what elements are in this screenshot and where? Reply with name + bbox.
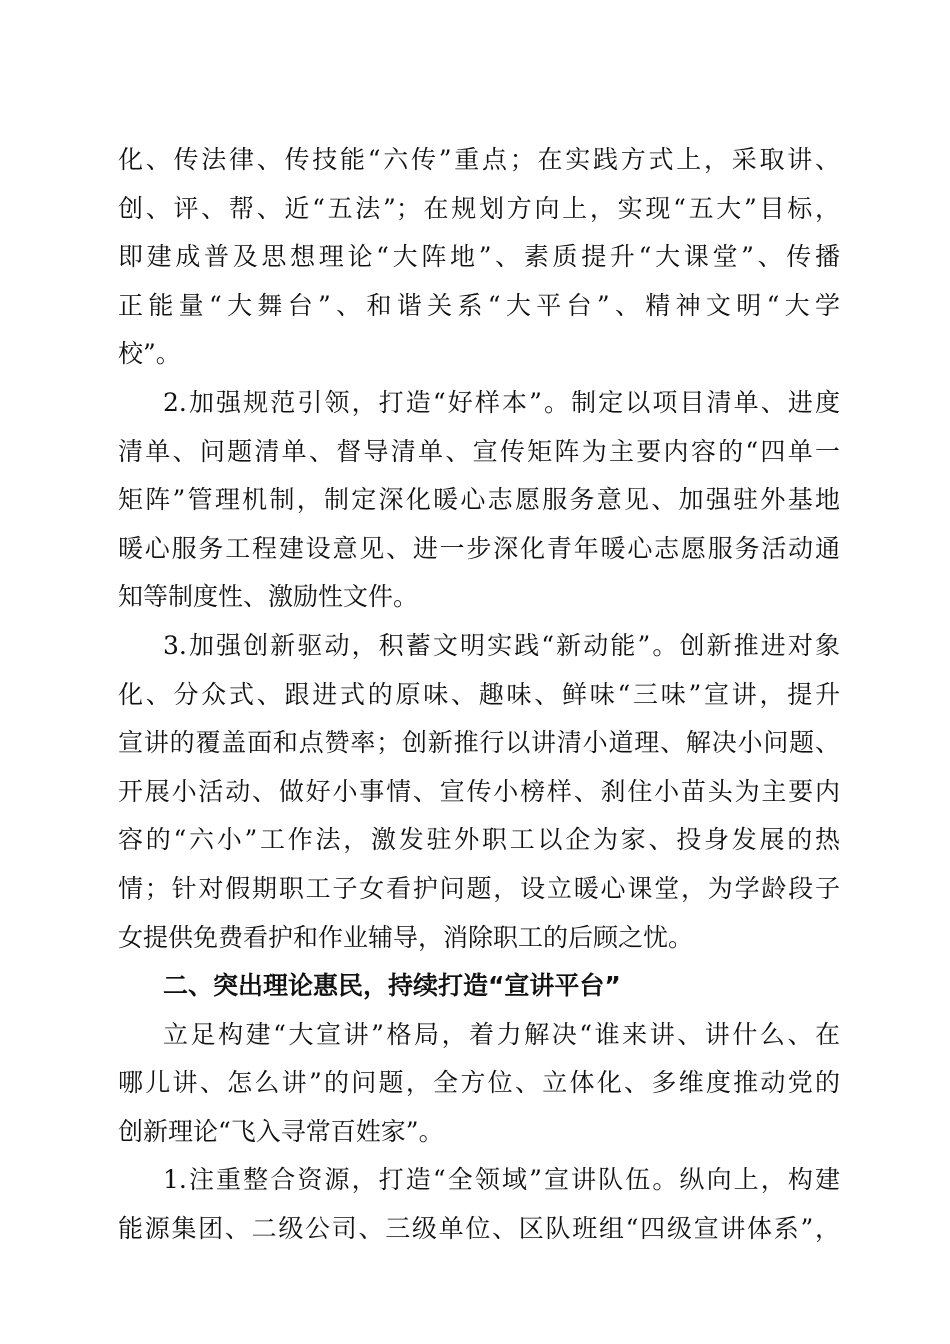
text-line: 知等制度性、激励性文件。 bbox=[118, 582, 419, 612]
text-line: 情；针对假期职工子女看护问题，设立暖心课堂，为学龄段子 bbox=[118, 873, 840, 903]
text-line: 女提供免费看护和作业辅导，消除职工的后顾之忧。 bbox=[118, 922, 694, 952]
text-line: 矩阵”管理机制，制定深化暖心志愿服务意见、加强驻外基地 bbox=[118, 485, 840, 515]
text-line: 清单、问题清单、督导清单、宣传矩阵为主要内容的“四单一 bbox=[118, 436, 840, 466]
section-heading: 二、突出理论惠民，持续打造“宣讲平台” bbox=[163, 971, 621, 1001]
document-body bbox=[118, 136, 840, 1254]
text-line: 化、分众式、跟进式的原味、趣味、鲜味“三味”宣讲，提升 bbox=[118, 679, 840, 709]
text-line: 能源集团、二级公司、三级单位、区队班组“四级宣讲体系”， bbox=[118, 1214, 840, 1244]
text-line: 暖心服务工程建设意见、进一步深化青年暖心志愿服务活动通 bbox=[118, 533, 840, 563]
text-line: 化、传法律、传技能“六传”重点；在实践方式上，采取讲、 bbox=[118, 145, 840, 174]
text-line: 开展小活动、做好小事情、宣传小榜样、刹住小苗头为主要内 bbox=[118, 776, 840, 806]
text-line: 宣讲的覆盖面和点赞率；创新推行以讲清小道理、解决小问题、 bbox=[118, 728, 840, 758]
paragraph-1-start: 1.注重整合资源，打造“全领域”宣讲队伍。纵向上，构建 bbox=[163, 1165, 840, 1195]
text-line: 正能量“大舞台”、和谐关系“大平台”、精神文明“大学 bbox=[118, 290, 840, 320]
text-line: 创、评、帮、近“五法”；在规划方向上，实现“五大”目标， bbox=[118, 193, 840, 223]
text-line: 校”。 bbox=[118, 339, 181, 369]
section-intro-start: 立足构建“大宣讲”格局，着力解决“谁来讲、讲什么、在 bbox=[163, 1019, 840, 1049]
paragraph-2-start: 2.加强规范引领，打造“好样本”。制定以项目清单、进度 bbox=[163, 387, 840, 417]
text-line: 容的“六小”工作法，激发驻外职工以企为家、投身发展的热 bbox=[118, 825, 840, 855]
text-line: 即建成普及思想理论“大阵地”、素质提升“大课堂”、传播 bbox=[118, 242, 840, 272]
text-line: 创新理论“飞入寻常百姓家”。 bbox=[118, 1116, 444, 1146]
text-line: 哪儿讲、怎么讲”的问题，全方位、立体化、多维度推动党的 bbox=[118, 1068, 840, 1098]
paragraph-3-start: 3.加强创新驱动，积蓄文明实践“新动能”。创新推进对象 bbox=[163, 630, 840, 660]
